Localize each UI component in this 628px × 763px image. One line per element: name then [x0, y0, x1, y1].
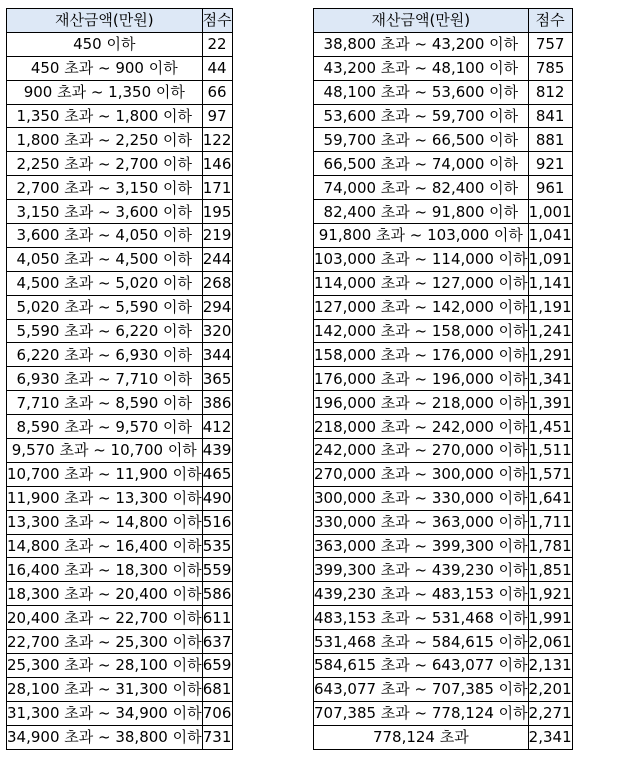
score-cell: 961 — [528, 176, 572, 200]
table-row — [7, 534, 233, 558]
score-cell: 1,191 — [528, 295, 572, 319]
amount-range-cell: 584,615 초과 ~ 643,077 이하 — [314, 654, 529, 678]
table-row — [314, 32, 573, 56]
amount-range-cell: 439,230 초과 ~ 483,153 이하 — [314, 582, 529, 606]
amount-range-cell: 1,800 초과 ~ 2,250 이하 — [7, 128, 203, 152]
amount-range-cell: 5,020 초과 ~ 5,590 이하 — [7, 295, 203, 319]
score-cell: 706 — [202, 701, 232, 725]
score-cell: 757 — [528, 32, 572, 56]
table-row — [314, 295, 573, 319]
amount-range-cell: 707,385 초과 ~ 778,124 이하 — [314, 701, 529, 725]
score-cell: 516 — [202, 510, 232, 534]
amount-range-cell: 450 이하 — [7, 32, 203, 56]
amount-range-cell: 3,150 초과 ~ 3,600 이하 — [7, 200, 203, 224]
score-cell: 320 — [202, 319, 232, 343]
score-cell: 559 — [202, 558, 232, 582]
amount-range-cell: 483,153 초과 ~ 531,468 이하 — [314, 606, 529, 630]
amount-range-cell: 643,077 초과 ~ 707,385 이하 — [314, 677, 529, 701]
table-row — [7, 486, 233, 510]
table-row — [314, 654, 573, 678]
score-cell: 412 — [202, 415, 232, 439]
score-cell: 1,781 — [528, 534, 572, 558]
table-row — [314, 152, 573, 176]
table-row — [314, 319, 573, 343]
score-cell: 490 — [202, 486, 232, 510]
score-cell: 881 — [528, 128, 572, 152]
amount-range-cell: 38,800 초과 ~ 43,200 이하 — [314, 32, 529, 56]
score-cell: 921 — [528, 152, 572, 176]
table-row — [314, 56, 573, 80]
amount-range-cell: 7,710 초과 ~ 8,590 이하 — [7, 391, 203, 415]
score-cell: 44 — [202, 56, 232, 80]
score-table-left — [6, 8, 233, 750]
score-cell: 365 — [202, 367, 232, 391]
amount-range-cell: 900 초과 ~ 1,350 이하 — [7, 80, 203, 104]
amount-range-cell: 330,000 초과 ~ 363,000 이하 — [314, 510, 529, 534]
table-row — [7, 367, 233, 391]
table-row — [7, 630, 233, 654]
amount-range-cell: 25,300 초과 ~ 28,100 이하 — [7, 654, 203, 678]
table-row — [7, 80, 233, 104]
score-cell: 1,921 — [528, 582, 572, 606]
score-cell: 1,571 — [528, 462, 572, 486]
amount-range-cell: 531,468 초과 ~ 584,615 이하 — [314, 630, 529, 654]
score-cell: 268 — [202, 271, 232, 295]
score-cell: 1,991 — [528, 606, 572, 630]
amount-range-cell: 4,050 초과 ~ 4,500 이하 — [7, 247, 203, 271]
table-row — [314, 200, 573, 224]
table-row — [7, 152, 233, 176]
score-cell: 122 — [202, 128, 232, 152]
amount-range-cell: 270,000 초과 ~ 300,000 이하 — [314, 462, 529, 486]
score-cell: 1,141 — [528, 271, 572, 295]
amount-range-cell: 16,400 초과 ~ 18,300 이하 — [7, 558, 203, 582]
score-cell: 1,241 — [528, 319, 572, 343]
score-cell: 2,131 — [528, 654, 572, 678]
amount-range-cell: 142,000 초과 ~ 158,000 이하 — [314, 319, 529, 343]
amount-range-cell: 6,220 초과 ~ 6,930 이하 — [7, 343, 203, 367]
amount-range-cell: 218,000 초과 ~ 242,000 이하 — [314, 415, 529, 439]
score-cell: 465 — [202, 462, 232, 486]
header-row — [314, 9, 573, 33]
amount-header: 재산금액(만원) — [7, 9, 203, 33]
table-body — [7, 32, 233, 749]
table-row — [7, 677, 233, 701]
amount-range-cell: 2,250 초과 ~ 2,700 이하 — [7, 152, 203, 176]
amount-range-cell: 8,590 초과 ~ 9,570 이하 — [7, 415, 203, 439]
table-row — [7, 247, 233, 271]
score-cell: 681 — [202, 677, 232, 701]
amount-range-cell: 10,700 초과 ~ 11,900 이하 — [7, 462, 203, 486]
table-row — [7, 558, 233, 582]
score-header: 점수 — [528, 9, 572, 33]
score-cell: 812 — [528, 80, 572, 104]
table-row — [7, 319, 233, 343]
amount-range-cell: 450 초과 ~ 900 이하 — [7, 56, 203, 80]
score-cell: 171 — [202, 176, 232, 200]
table-row — [7, 224, 233, 248]
amount-range-cell: 20,400 초과 ~ 22,700 이하 — [7, 606, 203, 630]
table-row — [7, 104, 233, 128]
table-row — [7, 56, 233, 80]
amount-range-cell: 53,600 초과 ~ 59,700 이하 — [314, 104, 529, 128]
score-header: 점수 — [202, 9, 232, 33]
table-row — [314, 247, 573, 271]
table-row — [314, 367, 573, 391]
score-cell: 146 — [202, 152, 232, 176]
score-cell: 219 — [202, 224, 232, 248]
amount-range-cell: 114,000 초과 ~ 127,000 이하 — [314, 271, 529, 295]
table-row — [7, 725, 233, 749]
table-row — [314, 725, 573, 749]
score-cell: 344 — [202, 343, 232, 367]
score-cell: 659 — [202, 654, 232, 678]
table-row — [314, 510, 573, 534]
amount-range-cell: 74,000 초과 ~ 82,400 이하 — [314, 176, 529, 200]
amount-range-cell: 778,124 초과 — [314, 725, 529, 749]
table-row — [7, 176, 233, 200]
score-cell: 1,001 — [528, 200, 572, 224]
amount-range-cell: 300,000 초과 ~ 330,000 이하 — [314, 486, 529, 510]
amount-range-cell: 6,930 초과 ~ 7,710 이하 — [7, 367, 203, 391]
table-row — [314, 582, 573, 606]
amount-range-cell: 196,000 초과 ~ 218,000 이하 — [314, 391, 529, 415]
amount-range-cell: 82,400 초과 ~ 91,800 이하 — [314, 200, 529, 224]
amount-range-cell: 48,100 초과 ~ 53,600 이하 — [314, 80, 529, 104]
score-cell: 611 — [202, 606, 232, 630]
amount-range-cell: 399,300 초과 ~ 439,230 이하 — [314, 558, 529, 582]
score-cell: 2,061 — [528, 630, 572, 654]
score-cell: 1,041 — [528, 224, 572, 248]
score-cell: 1,851 — [528, 558, 572, 582]
table-row — [7, 510, 233, 534]
amount-range-cell: 9,570 초과 ~ 10,700 이하 — [7, 439, 203, 463]
score-cell: 1,091 — [528, 247, 572, 271]
table-row — [7, 343, 233, 367]
table-row — [7, 439, 233, 463]
score-cell: 1,711 — [528, 510, 572, 534]
table-row — [314, 630, 573, 654]
header-row — [7, 9, 233, 33]
amount-range-cell: 13,300 초과 ~ 14,800 이하 — [7, 510, 203, 534]
score-cell: 535 — [202, 534, 232, 558]
table-row — [7, 606, 233, 630]
table-row — [7, 415, 233, 439]
amount-range-cell: 158,000 초과 ~ 176,000 이하 — [314, 343, 529, 367]
table-row — [314, 80, 573, 104]
table-row — [7, 128, 233, 152]
amount-range-cell: 103,000 초과 ~ 114,000 이하 — [314, 247, 529, 271]
table-row — [314, 271, 573, 295]
amount-range-cell: 66,500 초과 ~ 74,000 이하 — [314, 152, 529, 176]
score-cell: 586 — [202, 582, 232, 606]
table-row — [314, 486, 573, 510]
amount-range-cell: 5,590 초과 ~ 6,220 이하 — [7, 319, 203, 343]
amount-range-cell: 3,600 초과 ~ 4,050 이하 — [7, 224, 203, 248]
amount-range-cell: 127,000 초과 ~ 142,000 이하 — [314, 295, 529, 319]
table-row — [314, 606, 573, 630]
score-cell: 637 — [202, 630, 232, 654]
amount-header: 재산금액(만원) — [314, 9, 529, 33]
table-row — [7, 462, 233, 486]
amount-range-cell: 59,700 초과 ~ 66,500 이하 — [314, 128, 529, 152]
score-cell: 66 — [202, 80, 232, 104]
score-cell: 1,451 — [528, 415, 572, 439]
amount-range-cell: 91,800 초과 ~ 103,000 이하 — [314, 224, 529, 248]
table-body — [314, 32, 573, 749]
score-table-right — [313, 8, 573, 750]
amount-range-cell: 14,800 초과 ~ 16,400 이하 — [7, 534, 203, 558]
amount-range-cell: 43,200 초과 ~ 48,100 이하 — [314, 56, 529, 80]
table-row — [314, 415, 573, 439]
score-cell: 294 — [202, 295, 232, 319]
amount-range-cell: 4,500 초과 ~ 5,020 이하 — [7, 271, 203, 295]
table-row — [314, 104, 573, 128]
table-row — [314, 128, 573, 152]
score-cell: 1,511 — [528, 439, 572, 463]
amount-range-cell: 176,000 초과 ~ 196,000 이하 — [314, 367, 529, 391]
score-cell: 244 — [202, 247, 232, 271]
score-cell: 2,201 — [528, 677, 572, 701]
amount-range-cell: 22,700 초과 ~ 25,300 이하 — [7, 630, 203, 654]
score-cell: 386 — [202, 391, 232, 415]
score-cell: 195 — [202, 200, 232, 224]
table-row — [314, 534, 573, 558]
amount-range-cell: 1,350 초과 ~ 1,800 이하 — [7, 104, 203, 128]
table-row — [7, 200, 233, 224]
amount-range-cell: 31,300 초과 ~ 34,900 이하 — [7, 701, 203, 725]
score-cell: 2,341 — [528, 725, 572, 749]
score-cell: 785 — [528, 56, 572, 80]
score-cell: 1,291 — [528, 343, 572, 367]
table-row — [314, 391, 573, 415]
table-row — [314, 224, 573, 248]
amount-range-cell: 18,300 초과 ~ 20,400 이하 — [7, 582, 203, 606]
amount-range-cell: 28,100 초과 ~ 31,300 이하 — [7, 677, 203, 701]
score-cell: 2,271 — [528, 701, 572, 725]
table-row — [7, 32, 233, 56]
table-row — [314, 558, 573, 582]
table-row — [314, 677, 573, 701]
table-row — [314, 439, 573, 463]
table-row — [7, 654, 233, 678]
table-row — [314, 701, 573, 725]
amount-range-cell: 2,700 초과 ~ 3,150 이하 — [7, 176, 203, 200]
amount-range-cell: 363,000 초과 ~ 399,300 이하 — [314, 534, 529, 558]
score-cell: 1,391 — [528, 391, 572, 415]
score-cell: 731 — [202, 725, 232, 749]
score-cell: 439 — [202, 439, 232, 463]
table-row — [7, 391, 233, 415]
table-row — [7, 701, 233, 725]
table-row — [7, 582, 233, 606]
score-cell: 1,641 — [528, 486, 572, 510]
amount-range-cell: 11,900 초과 ~ 13,300 이하 — [7, 486, 203, 510]
score-cell: 22 — [202, 32, 232, 56]
score-cell: 841 — [528, 104, 572, 128]
table-row — [314, 176, 573, 200]
score-cell: 97 — [202, 104, 232, 128]
table-row — [7, 271, 233, 295]
table-row — [7, 295, 233, 319]
table-row — [314, 462, 573, 486]
amount-range-cell: 242,000 초과 ~ 270,000 이하 — [314, 439, 529, 463]
amount-range-cell: 34,900 초과 ~ 38,800 이하 — [7, 725, 203, 749]
table-row — [314, 343, 573, 367]
score-cell: 1,341 — [528, 367, 572, 391]
